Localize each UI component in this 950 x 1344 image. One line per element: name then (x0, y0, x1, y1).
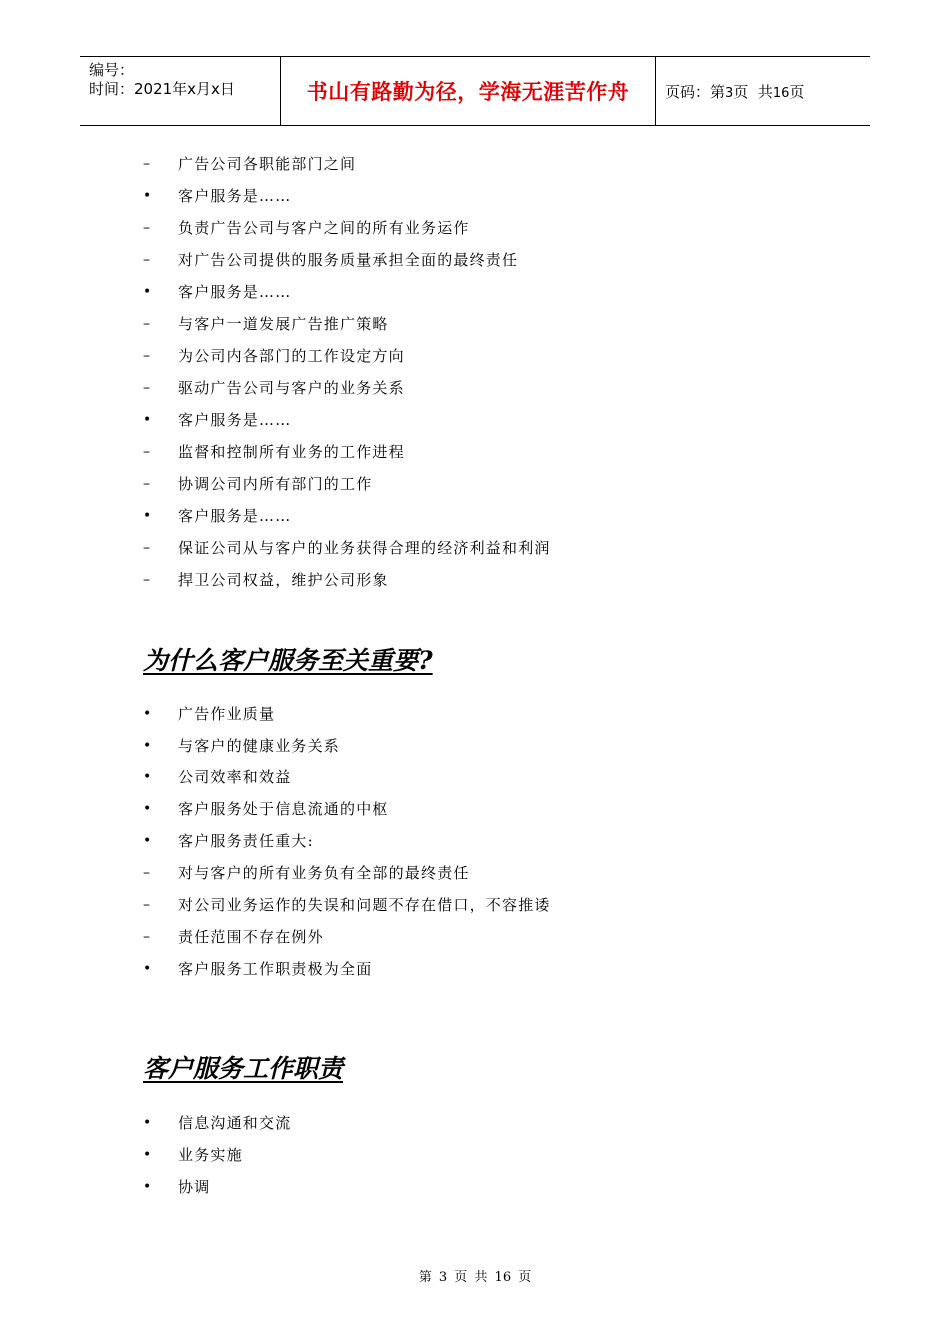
list-marker: – (143, 380, 150, 396)
list-marker: • (143, 738, 152, 754)
header-motto: 书山有路勤为径，学海无涯苦作舟 (306, 80, 630, 104)
list-marker: – (143, 252, 150, 268)
list-item (0, 313, 950, 335)
list-item-text: 广告公司各职能部门之间 (178, 155, 357, 173)
list-item-text: 驱动广告公司与客户的业务关系 (178, 379, 405, 397)
header-page-current: 3 (725, 86, 734, 101)
list-marker: – (143, 540, 150, 556)
list-marker: • (143, 1115, 152, 1131)
list-item-text: 对广告公司提供的服务质量承担全面的最终责任 (178, 251, 519, 269)
page-header (80, 56, 870, 126)
list-item (0, 766, 950, 788)
list-marker: – (143, 476, 150, 492)
list-marker: – (143, 444, 150, 460)
list-item-text: 对与客户的所有业务负有全部的最终责任 (178, 864, 470, 882)
list-item (0, 345, 950, 367)
list-item (0, 735, 950, 757)
list-item (0, 830, 950, 852)
page-footer: 第 3 页 共 16 页 (418, 1270, 532, 1285)
section-heading: 为什么客户服务至关重要? (143, 646, 433, 675)
list-item-text: 业务实施 (178, 1146, 243, 1164)
list-item (0, 281, 950, 303)
list-item-text: 客户服务工作职责极为全面 (178, 960, 373, 978)
list-marker: – (143, 316, 150, 332)
list-item-text: 监督和控制所有业务的工作进程 (178, 443, 405, 461)
header-page-total: 16 (772, 86, 790, 101)
list-item (0, 1144, 950, 1166)
list-item (0, 505, 950, 527)
list-marker: – (143, 220, 150, 236)
list-item-text: 对公司业务运作的失误和问题不存在借口，不容推诿 (178, 896, 551, 914)
list-item (0, 1112, 950, 1134)
list-marker: – (143, 865, 150, 881)
list-item (0, 569, 950, 591)
list-marker: • (143, 508, 152, 524)
list-marker: • (143, 284, 152, 300)
list-item (0, 473, 950, 495)
list-item-text: 客户服务责任重大: (178, 832, 314, 850)
list-item-text: 为公司内各部门的工作设定方向 (178, 347, 405, 365)
list-item (0, 798, 950, 820)
list-item-text: 与客户的健康业务关系 (178, 737, 341, 755)
list-item-text: 协调公司内所有部门的工作 (178, 475, 373, 493)
list-marker: • (143, 801, 152, 817)
list-item (0, 249, 950, 271)
header-page-mid: 页 共 (733, 83, 773, 101)
list-marker: • (143, 833, 152, 849)
list-marker: – (143, 156, 150, 172)
list-item-text: 信息沟通和交流 (178, 1114, 292, 1132)
list-marker: • (143, 188, 152, 204)
list-item (0, 153, 950, 175)
list-item-text: 客户服务是…… (178, 507, 292, 525)
list-item (0, 703, 950, 725)
header-number-label: 编号： (89, 61, 135, 79)
list-item (0, 894, 950, 916)
header-page-suffix: 页 (789, 83, 805, 101)
list-item (0, 185, 950, 207)
header-meta (89, 61, 279, 99)
list-item-text: 捍卫公司权益，维护公司形象 (178, 571, 389, 589)
list-item-text: 与客户一道发展广告推广策略 (178, 315, 389, 333)
list-item-text: 责任范围不存在例外 (178, 928, 324, 946)
list-marker: – (143, 929, 150, 945)
list-marker: • (143, 706, 152, 722)
list-item (0, 217, 950, 239)
list-item (0, 926, 950, 948)
list-marker: – (143, 897, 150, 913)
list-item-text: 客户服务处于信息流通的中枢 (178, 800, 389, 818)
list-marker: • (143, 961, 152, 977)
list-marker: • (143, 412, 152, 428)
list-item-text: 公司效率和效益 (178, 768, 292, 786)
list-item-text: 协调 (178, 1178, 211, 1196)
header-divider (655, 57, 656, 125)
list-item (0, 958, 950, 980)
list-item-text: 客户服务是…… (178, 187, 292, 205)
list-item (0, 441, 950, 463)
header-date-label: 时间：2021年x月x日 (89, 80, 235, 98)
section-heading: 客户服务工作职责 (143, 1054, 344, 1083)
list-item (0, 537, 950, 559)
list-marker: – (143, 348, 150, 364)
list-item-text: 保证公司从与客户的业务获得合理的经济利益和利润 (178, 539, 551, 557)
list-item (0, 1176, 950, 1198)
list-item (0, 862, 950, 884)
header-page-info (665, 57, 804, 125)
list-item (0, 377, 950, 399)
list-item (0, 409, 950, 431)
list-item-text: 广告作业质量 (178, 705, 276, 723)
list-item-text: 负责广告公司与客户之间的所有业务运作 (178, 219, 470, 237)
list-marker: • (143, 769, 152, 785)
header-page-prefix: 页码：第 (665, 83, 726, 101)
list-marker: • (143, 1179, 152, 1195)
list-item-text: 客户服务是…… (178, 411, 292, 429)
list-marker: – (143, 572, 150, 588)
list-item-text: 客户服务是…… (178, 283, 292, 301)
list-marker: • (143, 1147, 152, 1163)
